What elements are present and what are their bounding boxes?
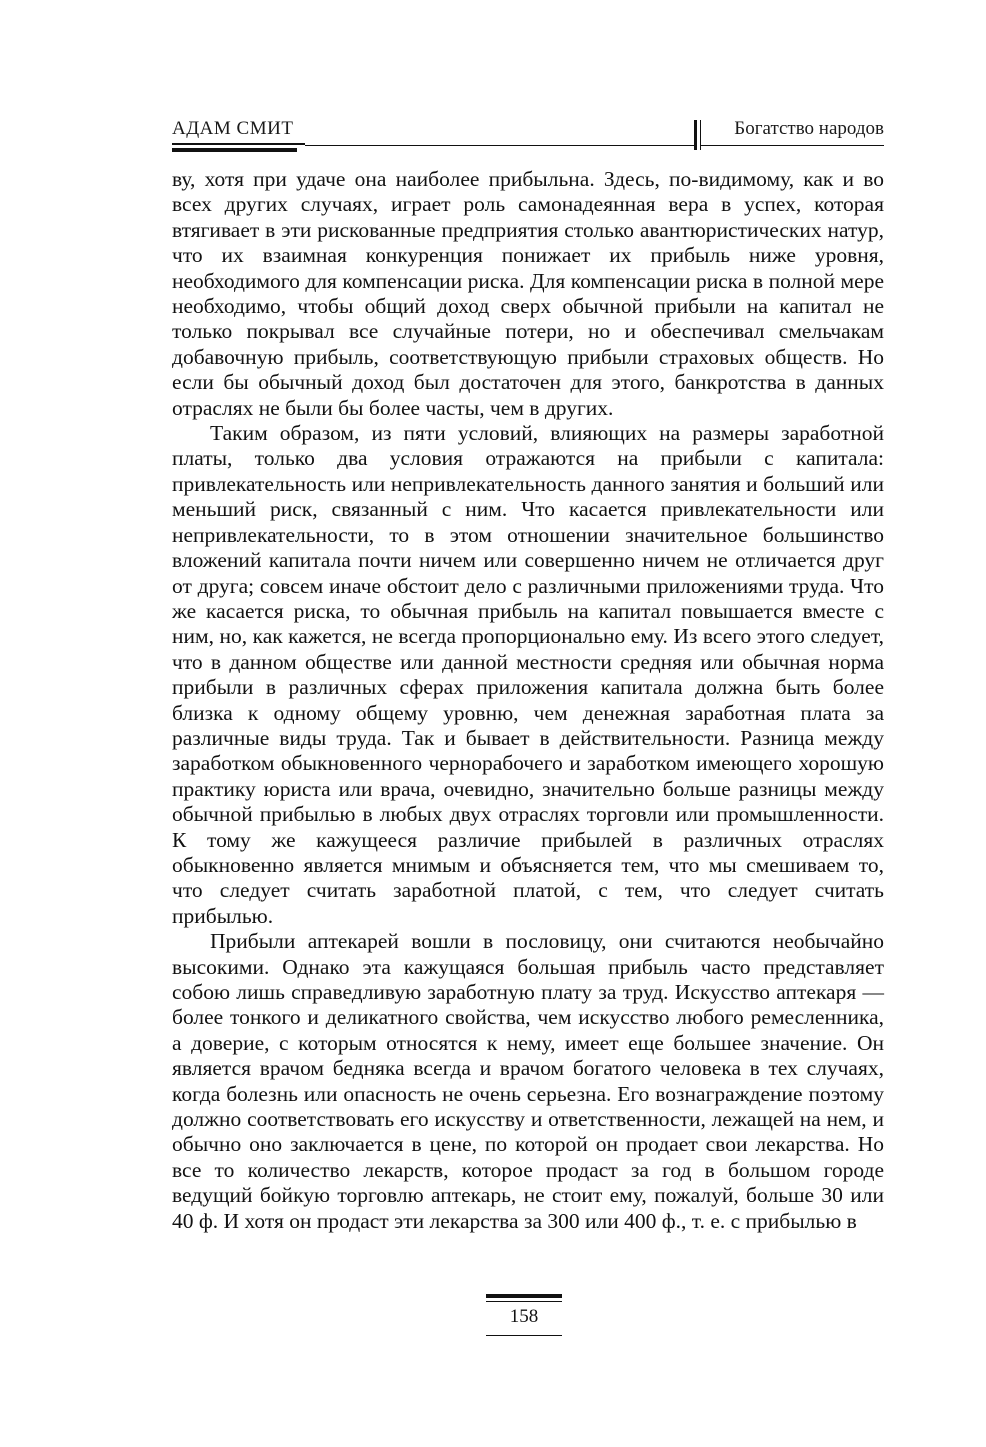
footer-rule-thin (486, 1301, 562, 1302)
header-rule-middle (305, 145, 694, 146)
paragraph: Таким образом, из пяти условий, влияющих на размеры заработной платы, только два условия отражаются на прибыли с капитала: привлекательность или непривлекательность данного занятия и больший или меньший риск, связанный с ним. Что касается привлекательности или непривлекательности, то в этом отношении значительное большинство вложений капитала почти ничем или совершенно ничем не отличается друг от друга; совсем иначе обстоит дело с различными приложениями труда. Что же касается риска, то обычная прибыль на капитал повышается вместе с ним, но, как кажется, не всегда пропорционально ему. Из всего этого следует, что в данном обществе или данной местности средняя или обычная норма прибыли в различных сферах приложения капитала должна быть более близка к одному общему уровню, чем денежная заработная плата за различные виды труда. Так и бывает в действительности. Разница между заработком обыкновенного чернорабочего и заработком имеющего хорошую практику юриста или врача, очевидно, значительно больше разницы между обычной прибылью в любых двух отраслях торговли или промышленности. К тому же кажущееся различие прибылей в различных отраслях обыкновенно является мнимым и объясняется тем, что мы смешиваем то, что следует считать заработной платой, с тем, что следует считать прибылью. (172, 421, 884, 928)
header-rule-left-thin (172, 143, 305, 145)
header-rule-left-thick (172, 148, 297, 152)
footer-rule-thick (486, 1294, 562, 1298)
page-number: 158 (509, 1306, 539, 1327)
paragraph: Прибыли аптекарей вошли в пословицу, они считаются необычайно высокими. Однако эта кажущаяся большая прибыль часто представляет собою лишь справедливую заработную плату за труд. Искусство аптекаря — более тонкого и деликатного свойства, чем искусство любого ремесленника, а доверие, с которым относятся к нему, имеет еще большее значение. Он является врачом бедняка всегда и врачом богатого человека в тех случаях, когда болезнь или опасность не очень серьезна. Его вознаграждение поэтому должно соответствовать его искусству и ответственности, лежащей на нем, и обычно оно заключается в цене, по которой он продает свои лекарства. Но все то количество лекарств, которое продаст за год в большом городе ведущий бойкую торговлю аптекарь, не стоит ему, пожалуй, больше 30 или 40 ф. И хотя он продаст эти лекарства за 300 или 400 ф., т. е. с прибылью в (172, 929, 884, 1233)
header-author: АДАМ СМИТ (172, 118, 294, 139)
header-book-title: Богатство народов (734, 118, 884, 139)
page-footer (486, 1294, 562, 1338)
footer-rule-bottom (486, 1335, 562, 1336)
header-rule-right (701, 145, 884, 146)
page-body (172, 167, 884, 1234)
header-divider-thick (694, 120, 697, 150)
running-header (172, 118, 884, 158)
paragraph-continuation: ву, хотя при удаче она наиболее прибыльна. Здесь, по-видимому, как и во всех других случаях, играет роль самонадеянная вера в успех, которая втягивает в эти рискованные предприятия столько авантюристических натур, что их взаимная конкуренция понижает их прибыль ниже уровня, необходимого для компенсации риска. Для компенсации риска в полной мере необходимо, чтобы общий доход сверх обычной прибыли на капитал не только покрывал все случайные потери, но и обеспечивал смельчакам добавочную прибыль, соответствующую прибыли страховых обществ. Но если бы обычный доход был достаточен для этого, банкротства в данных отраслях не были бы более часты, чем в других. (172, 167, 884, 420)
